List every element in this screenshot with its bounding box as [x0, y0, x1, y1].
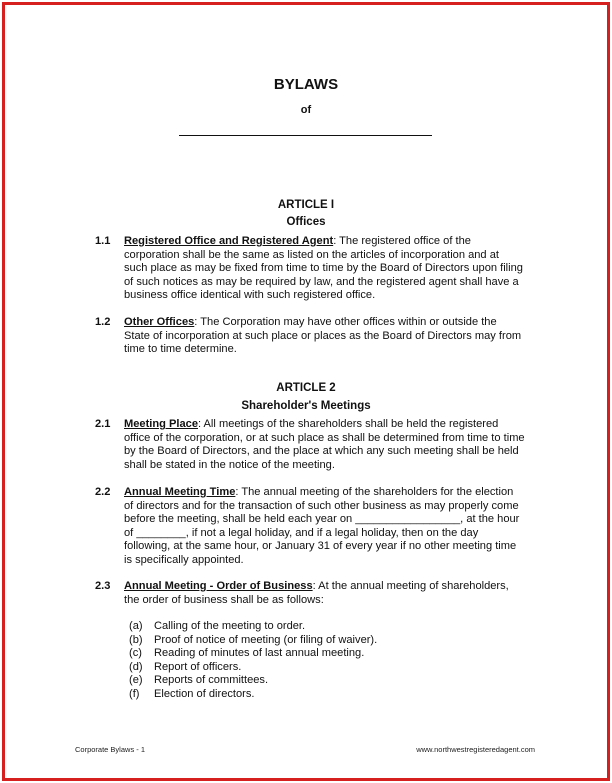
list-item-letter: (c): [129, 647, 142, 660]
article-2-subtitle: Shareholder's Meetings: [241, 400, 371, 412]
list-item-text: Reading of minutes of last annual meeting.: [154, 647, 365, 660]
section-number: 2.2: [95, 486, 111, 498]
footer-website: www.northwestregisteredagent.com: [416, 745, 535, 754]
section-heading: Annual Meeting Time: [124, 486, 236, 498]
section-2-1: [95, 418, 525, 472]
document-title: BYLAWS: [273, 76, 339, 93]
section-text: : All meetings of the shareholders shall be held the registered office of the corporation, or at such place as shall be determined from time to time by the Board of Directors, and the place at which any such meeting shall be held shall be stated in the notice of the meeting.: [124, 418, 525, 471]
section-number: 2.1: [95, 418, 111, 430]
section-text: : The registered office of the corporation shall be the same as listed on the articles of incorporation and at such place as may be fixed from time to time by the Board of Directors upon filing of such notices as may be required by law, and the registered agent shall have a business office identical with such registered office.: [124, 235, 523, 302]
list-item-text: Proof of notice of meeting (or filing of waiver).: [154, 633, 378, 646]
document-of-label: of: [300, 104, 312, 116]
list-item-letter: (b): [129, 633, 143, 646]
section-text: : The Corporation may have other offices within or outside the State of incorporation at such place or places as the Board of Directors may from time to time determine.: [124, 316, 522, 356]
list-item-text: Election of directors.: [154, 687, 255, 700]
section-1-2: [95, 316, 525, 357]
section-text: : At the annual meeting of shareholders, the order of business shall be as follows:: [124, 580, 509, 606]
list-item-text: Calling of the meeting to order.: [154, 620, 306, 632]
section-number: 1.2: [95, 316, 111, 328]
list-item-letter: (f): [129, 687, 140, 700]
section-text: : The annual meeting of the shareholders for the election of directors and for the transaction of such other business as may properly come before the meeting, shall be held each year on _________________, at the hour of ________, if not a legal holiday, and if a legal holiday, then on the day following, at the same hour, or January 31 of every year if no other meeting time is specifically appointed.: [124, 486, 520, 566]
list-item-text: Reports of committees.: [154, 674, 269, 687]
corporation-name-blank-line: [179, 135, 432, 136]
section-heading: Meeting Place: [124, 418, 198, 430]
footer-page-label: Corporate Bylaws - 1: [75, 745, 146, 754]
list-item-letter: (d): [129, 660, 143, 673]
section-number: 2.3: [95, 580, 111, 592]
article-2-title: ARTICLE 2: [276, 382, 336, 394]
section-number: 1.1: [95, 235, 111, 247]
list-item-letter: (a): [129, 620, 143, 632]
article-1-subtitle: Offices: [286, 216, 326, 228]
section-2-3: [95, 580, 525, 607]
section-heading: Registered Office and Registered Agent: [124, 235, 334, 247]
section-heading: Other Offices: [124, 316, 195, 328]
article-1-title: ARTICLE I: [277, 199, 335, 211]
section-heading: Annual Meeting - Order of Business: [124, 580, 313, 592]
section-1-1: [95, 235, 525, 303]
list-item-letter: (e): [129, 674, 143, 687]
section-2-2: [95, 486, 525, 568]
list-item-text: Report of officers.: [154, 660, 242, 673]
